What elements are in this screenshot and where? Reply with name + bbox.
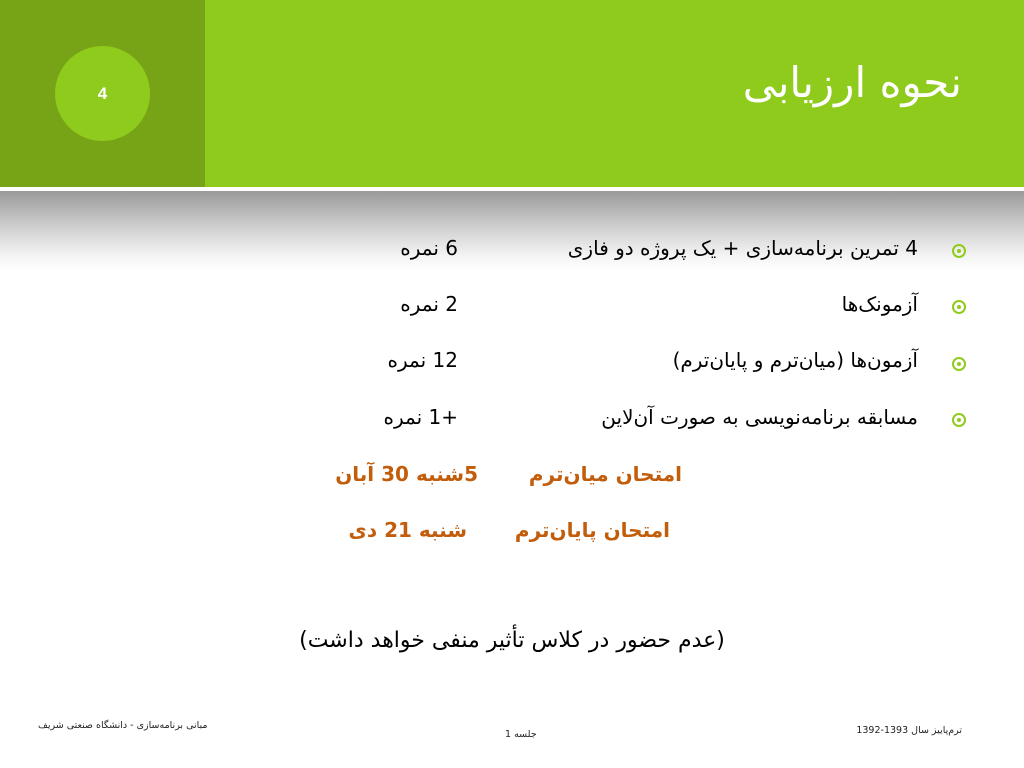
bullet-target-icon xyxy=(952,357,966,371)
page-number-badge xyxy=(55,46,150,141)
bullet-target-icon xyxy=(952,300,966,314)
page-number: 4 xyxy=(97,83,108,103)
exam-date: شنبه 21 دی xyxy=(348,518,467,542)
footer-term: ترم‌پاییز سال 1393-1392 xyxy=(856,725,962,736)
item-score: 12 نمره xyxy=(387,348,458,372)
item-text: 4 تمرین برنامه‌سازی + یک پروژه دو فازی xyxy=(567,236,918,260)
exam-date: 5شنبه 30 آبان xyxy=(335,462,478,486)
item-score: 6 نمره xyxy=(400,236,458,260)
footer-course: مبانی برنامه‌سازی - دانشگاه صنعتی شریف xyxy=(38,720,208,731)
bullet-target-icon xyxy=(952,413,966,427)
bullet-target-icon xyxy=(952,244,966,258)
footer-session: جلسه 1 xyxy=(505,729,537,740)
item-text: آزمون‌ها (میان‌ترم و پایان‌ترم) xyxy=(672,348,918,372)
attendance-note: (عدم حضور در کلاس تأثیر منفی خواهد داشت) xyxy=(299,628,725,653)
exam-label: امتحان پایان‌ترم xyxy=(514,518,670,542)
item-score: +1 نمره xyxy=(383,405,458,429)
item-text: آزمونک‌ها xyxy=(841,292,918,316)
exam-label: امتحان میان‌ترم xyxy=(528,462,682,486)
item-score: 2 نمره xyxy=(400,292,458,316)
item-text: مسابقه برنامه‌نویسی به صورت آن‌لاین xyxy=(601,405,918,429)
slide-title: نحوه ارزیابی xyxy=(742,58,962,107)
